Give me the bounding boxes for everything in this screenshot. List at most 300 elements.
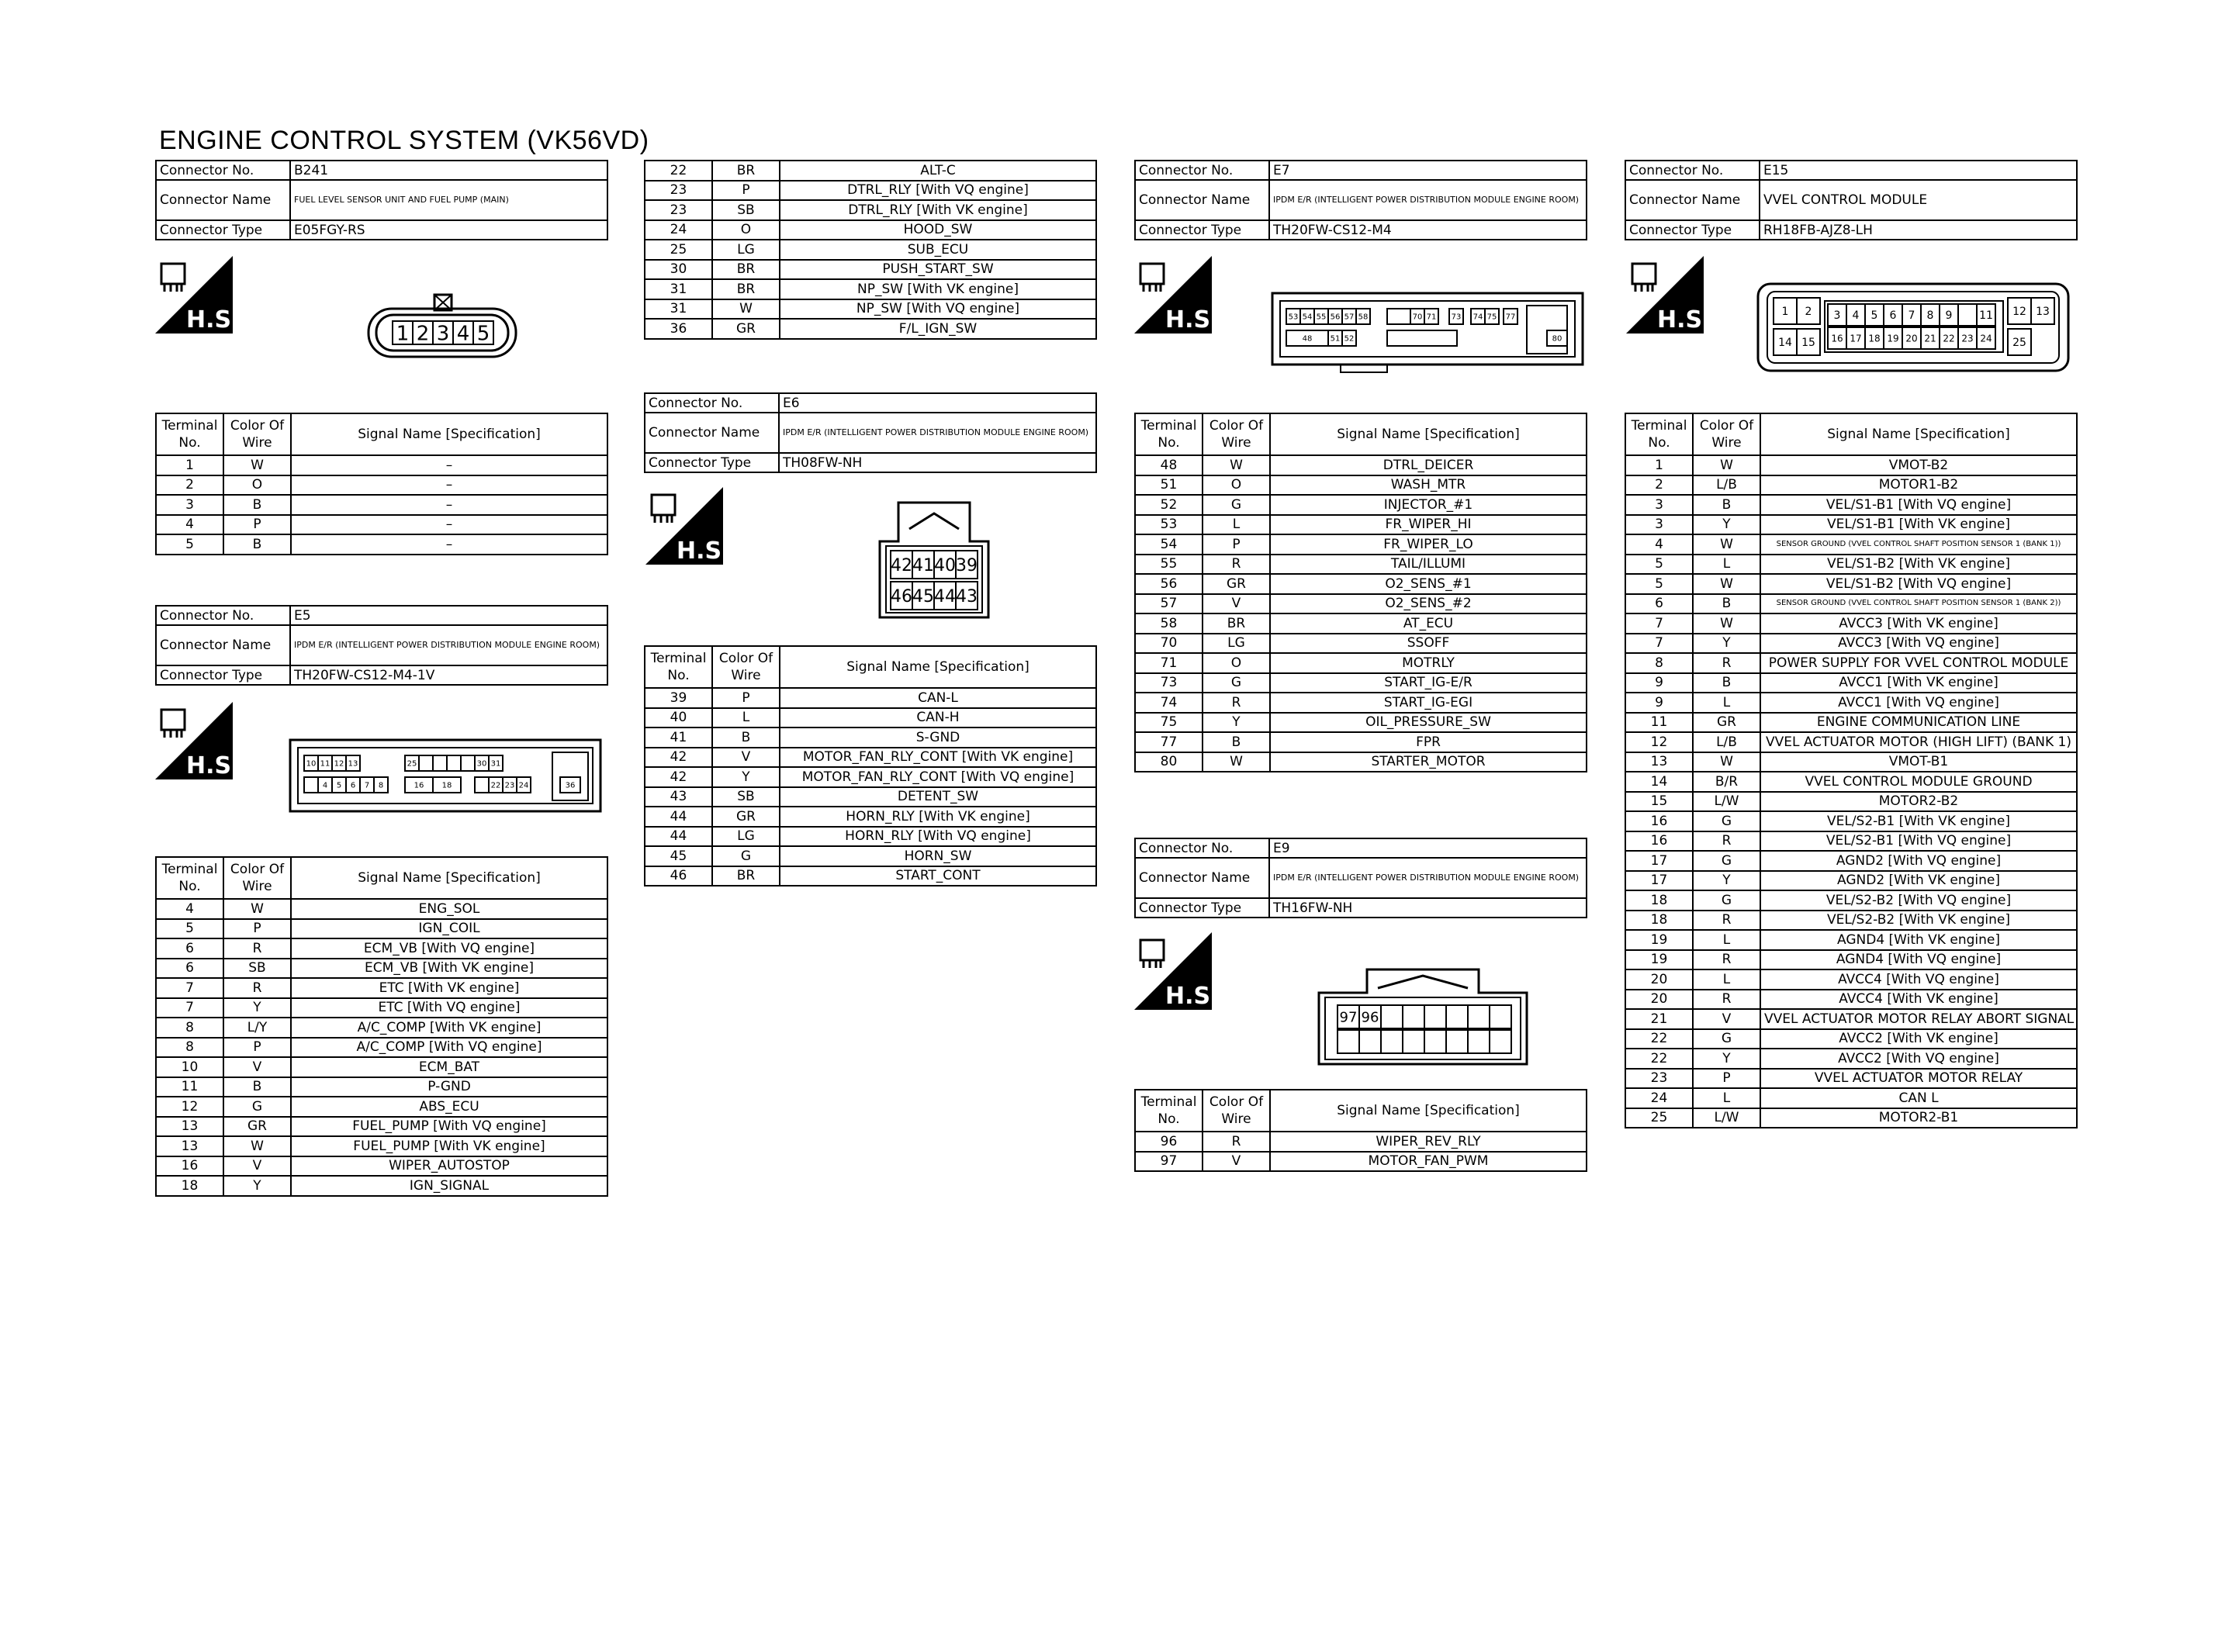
connector-pin bbox=[433, 755, 447, 771]
table-row bbox=[1625, 673, 2077, 693]
wire-color-cell: W bbox=[1693, 613, 1760, 634]
connector-pin-label: 5 bbox=[336, 781, 342, 790]
signal-name-cell: NP_SW [With VQ engine] bbox=[780, 299, 1096, 320]
label-connector-no: Connector No. bbox=[1135, 838, 1269, 858]
connector-pin-label: 11 bbox=[320, 759, 330, 769]
wire-color-cell: P bbox=[223, 515, 291, 535]
signal-name-cell: START_IG-E/R bbox=[1270, 673, 1587, 693]
table-row bbox=[645, 260, 1096, 280]
connector-pin bbox=[1446, 1030, 1468, 1053]
connector-pin bbox=[1381, 1005, 1403, 1028]
wire-color-cell: LG bbox=[1203, 634, 1270, 654]
terminal-no-cell: 21 bbox=[1625, 1009, 1693, 1029]
wire-color-cell: SB bbox=[223, 959, 291, 979]
table-row bbox=[1625, 1069, 2077, 1089]
connector-diagram-e7 bbox=[1271, 290, 1585, 375]
wire-color-cell: B bbox=[1693, 495, 1760, 515]
connector-pin bbox=[1387, 330, 1457, 346]
terminal-no-cell: 17 bbox=[1625, 871, 1693, 891]
signal-name-cell: VEL/S2-B1 [With VQ engine] bbox=[1760, 831, 2077, 852]
connector-pin-label: 77 bbox=[1505, 313, 1516, 322]
connector-pin-label: 53 bbox=[1288, 313, 1299, 322]
table-row bbox=[1625, 911, 2077, 931]
wire-color-cell: GR bbox=[1693, 713, 1760, 733]
connector-info-b241 bbox=[155, 160, 608, 240]
wire-color-cell: V bbox=[1693, 1009, 1760, 1029]
table-row bbox=[1625, 534, 2077, 555]
terminal-no-cell: 13 bbox=[156, 1136, 223, 1156]
terminal-no-cell: 11 bbox=[156, 1077, 223, 1097]
wire-color-cell: Y bbox=[712, 767, 780, 787]
signal-name-cell: WIPER_REV_RLY bbox=[1270, 1132, 1587, 1152]
terminal-no-cell: 3 bbox=[156, 495, 223, 515]
label-connector-name: Connector Name bbox=[645, 413, 779, 453]
signal-name-cell: VEL/S1-B2 [With VQ engine] bbox=[1760, 574, 2077, 594]
wire-color-cell: LG bbox=[712, 240, 780, 260]
wire-color-cell: R bbox=[1693, 653, 1760, 673]
wire-color-cell: B bbox=[223, 1077, 291, 1097]
connector-pin-label: 18 bbox=[1868, 333, 1881, 344]
wire-color-cell: R bbox=[1693, 911, 1760, 931]
terminal-no-cell: 5 bbox=[156, 919, 223, 939]
table-row bbox=[645, 866, 1096, 886]
connector-pin-label: 52 bbox=[1344, 334, 1355, 344]
signal-name-cell: CAN L bbox=[1760, 1088, 2077, 1108]
terminal-no-cell: 56 bbox=[1135, 574, 1203, 594]
table-row bbox=[645, 319, 1096, 339]
terminal-no-cell: 6 bbox=[156, 938, 223, 959]
signal-name-cell: VVEL CONTROL MODULE GROUND bbox=[1760, 772, 2077, 792]
wire-color-cell: V bbox=[223, 1156, 291, 1177]
signal-name-cell: FUEL_PUMP [With VK engine] bbox=[291, 1136, 607, 1156]
signal-name-cell: ALT-C bbox=[780, 161, 1096, 181]
terminal-no-cell: 8 bbox=[156, 1038, 223, 1058]
table-row bbox=[156, 534, 607, 555]
table-row bbox=[1135, 574, 1587, 594]
signal-name-cell: VEL/S2-B1 [With VK engine] bbox=[1760, 811, 2077, 831]
wire-color-cell: BR bbox=[1203, 613, 1270, 634]
connector-info-e6 bbox=[644, 392, 1097, 473]
wire-color-cell: O bbox=[223, 475, 291, 496]
wire-color-cell: B/R bbox=[1693, 772, 1760, 792]
signal-name-cell: AVCC4 [With VQ engine] bbox=[1760, 969, 2077, 990]
wire-color-cell: Y bbox=[1693, 871, 1760, 891]
connector-pin-label: 13 bbox=[2036, 306, 2050, 319]
wire-color-cell: P bbox=[1693, 1069, 1760, 1089]
terminal-no-cell: 18 bbox=[156, 1176, 223, 1196]
terminal-no-cell: 16 bbox=[1625, 831, 1693, 852]
connector-pin bbox=[1490, 1030, 1511, 1053]
connector-pin bbox=[1958, 304, 1977, 326]
connector-pin-label: 2 bbox=[1805, 306, 1812, 319]
connector-pin-label: 17 bbox=[1850, 333, 1862, 344]
connector-pin-label: 7 bbox=[364, 781, 370, 790]
terminal-no-cell: 12 bbox=[1625, 732, 1693, 752]
table-row bbox=[156, 455, 607, 475]
table-row bbox=[1625, 990, 2077, 1010]
label-connector-type: Connector Type bbox=[1625, 220, 1760, 240]
terminal-no-cell: 9 bbox=[1625, 673, 1693, 693]
signal-name-cell: MOTOR_FAN_RLY_CONT [With VQ engine] bbox=[780, 767, 1096, 787]
connector-pin bbox=[1468, 1030, 1490, 1053]
table-row bbox=[645, 708, 1096, 728]
signal-name-cell: FUEL_PUMP [With VQ engine] bbox=[291, 1117, 607, 1137]
table-row bbox=[1625, 969, 2077, 990]
terminal-no-cell: 13 bbox=[1625, 752, 1693, 772]
terminal-no-cell: 30 bbox=[645, 260, 712, 280]
terminal-no-cell: 17 bbox=[1625, 851, 1693, 871]
terminal-no-cell: 6 bbox=[156, 959, 223, 979]
terminal-no-cell: 5 bbox=[1625, 555, 1693, 575]
pin-table-e5 bbox=[155, 856, 608, 1197]
table-row bbox=[1625, 634, 2077, 654]
signal-name-cell: VVEL ACTUATOR MOTOR RELAY bbox=[1760, 1069, 2077, 1089]
terminal-no-cell: 55 bbox=[1135, 555, 1203, 575]
signal-name-cell: O2_SENS_#2 bbox=[1270, 594, 1587, 614]
harness-side-icon bbox=[1134, 256, 1220, 334]
wire-color-cell: W bbox=[1693, 752, 1760, 772]
signal-name-cell: – bbox=[291, 455, 607, 475]
wire-color-cell: R bbox=[1693, 950, 1760, 970]
signal-name-cell: AGND2 [With VQ engine] bbox=[1760, 851, 2077, 871]
label-connector-type: Connector Type bbox=[156, 220, 290, 240]
connector-diagram-e9 bbox=[1314, 965, 1531, 1067]
wire-color-cell: R bbox=[1203, 555, 1270, 575]
wire-color-cell: L/B bbox=[1693, 475, 1760, 496]
connector-name-value: IPDM E/R (INTELLIGENT POWER DISTRIBUTION MODULE ENGINE ROOM) bbox=[1269, 858, 1587, 898]
signal-name-cell: WIPER_AUTOSTOP bbox=[291, 1156, 607, 1177]
table-row bbox=[1135, 1132, 1587, 1152]
pin-table-e9 bbox=[1134, 1089, 1587, 1172]
connector-info-e5 bbox=[155, 605, 608, 686]
wire-color-cell: Y bbox=[1693, 634, 1760, 654]
hs-label: H.S. bbox=[677, 537, 731, 565]
wire-color-cell: GR bbox=[1203, 574, 1270, 594]
terminal-no-cell: 4 bbox=[156, 515, 223, 535]
header-color-of-wire: Color Of Wire bbox=[1203, 1090, 1270, 1132]
header-signal-name: Signal Name [Specification] bbox=[291, 857, 607, 899]
label-connector-type: Connector Type bbox=[1135, 220, 1269, 240]
label-connector-type: Connector Type bbox=[156, 665, 290, 685]
table-row bbox=[645, 846, 1096, 866]
connector-pin-label: 25 bbox=[407, 759, 417, 769]
wire-color-cell: P bbox=[712, 181, 780, 201]
signal-name-cell: HORN_SW bbox=[780, 846, 1096, 866]
signal-name-cell: ENGINE COMMUNICATION LINE bbox=[1760, 713, 2077, 733]
connector-pin-label: 13 bbox=[348, 759, 358, 769]
wire-color-cell: L bbox=[1693, 693, 1760, 713]
terminal-no-cell: 6 bbox=[1625, 594, 1693, 614]
harness-side-icon bbox=[155, 256, 241, 334]
table-row bbox=[1135, 653, 1587, 673]
wire-color-cell: BR bbox=[712, 161, 780, 181]
wire-color-cell: G bbox=[1203, 495, 1270, 515]
signal-name-cell: VVEL ACTUATOR MOTOR (HIGH LIFT) (BANK 1) bbox=[1760, 732, 2077, 752]
connector-type-value: TH08FW-NH bbox=[779, 453, 1096, 472]
connector-pin-label: 14 bbox=[1778, 337, 1792, 350]
connector-pin bbox=[1446, 1005, 1468, 1028]
table-row bbox=[645, 827, 1096, 847]
connector-pin-label: 4 bbox=[1852, 309, 1860, 323]
signal-name-cell: CAN-L bbox=[780, 688, 1096, 708]
signal-name-cell: – bbox=[291, 515, 607, 535]
header-signal-name: Signal Name [Specification] bbox=[1760, 413, 2077, 455]
connector-pin bbox=[1424, 1030, 1446, 1053]
signal-name-cell: MOTRLY bbox=[1270, 653, 1587, 673]
table-row bbox=[1625, 930, 2077, 950]
connector-pin-label: 7 bbox=[1908, 309, 1915, 323]
table-row bbox=[1135, 594, 1587, 614]
wire-color-cell: L/W bbox=[1693, 1108, 1760, 1128]
terminal-no-cell: 23 bbox=[645, 181, 712, 201]
connector-type-value: TH20FW-CS12-M4 bbox=[1269, 220, 1587, 240]
wire-color-cell: V bbox=[1203, 1152, 1270, 1172]
terminal-no-cell: 5 bbox=[1625, 574, 1693, 594]
table-row bbox=[156, 1117, 607, 1137]
table-row bbox=[1625, 871, 2077, 891]
pin-table-e6 bbox=[644, 645, 1097, 886]
table-row bbox=[1625, 515, 2077, 535]
terminal-no-cell: 3 bbox=[1625, 515, 1693, 535]
connector-pin-label: 97 bbox=[1339, 1009, 1358, 1026]
table-row bbox=[1135, 1152, 1587, 1172]
header-color-of-wire: Color Of Wire bbox=[223, 413, 291, 455]
connector-pin-label: 39 bbox=[956, 555, 978, 575]
wire-color-cell: W bbox=[223, 455, 291, 475]
table-row bbox=[156, 515, 607, 535]
signal-name-cell: SUB_ECU bbox=[780, 240, 1096, 260]
terminal-no-cell: 80 bbox=[1135, 752, 1203, 772]
signal-name-cell: – bbox=[291, 495, 607, 515]
wire-color-cell: O bbox=[1203, 475, 1270, 496]
signal-name-cell: INJECTOR_#1 bbox=[1270, 495, 1587, 515]
table-row bbox=[1135, 534, 1587, 555]
wire-color-cell: Y bbox=[223, 1176, 291, 1196]
terminal-no-cell: 25 bbox=[1625, 1108, 1693, 1128]
table-row bbox=[1625, 713, 2077, 733]
wire-color-cell: L bbox=[1693, 555, 1760, 575]
connector-pin bbox=[1403, 1030, 1424, 1053]
header-color-of-wire: Color Of Wire bbox=[223, 857, 291, 899]
signal-name-cell: ECM_VB [With VK engine] bbox=[291, 959, 607, 979]
table-row bbox=[156, 1176, 607, 1196]
connector-pin-label: 44 bbox=[934, 586, 956, 607]
connector-name-value: VVEL CONTROL MODULE bbox=[1760, 180, 2077, 220]
wire-color-cell: W bbox=[1693, 534, 1760, 555]
terminal-no-cell: 45 bbox=[645, 846, 712, 866]
wire-color-cell: W bbox=[712, 299, 780, 320]
header-signal-name: Signal Name [Specification] bbox=[780, 646, 1096, 688]
connector-pin-label: 3 bbox=[1833, 309, 1841, 323]
signal-name-cell: AVCC1 [With VQ engine] bbox=[1760, 693, 2077, 713]
connector-pin-label: 1 bbox=[396, 322, 410, 346]
terminal-no-cell: 19 bbox=[1625, 950, 1693, 970]
wire-color-cell: G bbox=[1693, 851, 1760, 871]
signal-name-cell: FR_WIPER_HI bbox=[1270, 515, 1587, 535]
table-row bbox=[1625, 1009, 2077, 1029]
hs-label: H.S. bbox=[1657, 306, 1711, 334]
connector-pin-label: 55 bbox=[1316, 313, 1327, 322]
table-row bbox=[645, 688, 1096, 708]
table-row bbox=[156, 1156, 607, 1177]
table-row bbox=[645, 279, 1096, 299]
table-row bbox=[1135, 673, 1587, 693]
wire-color-cell: SB bbox=[712, 200, 780, 220]
terminal-no-cell: 5 bbox=[156, 534, 223, 555]
signal-name-cell: VMOT-B2 bbox=[1760, 455, 2077, 475]
connector-pin-label: 23 bbox=[1961, 333, 1974, 344]
connector-pin-label: 24 bbox=[518, 781, 529, 790]
terminal-no-cell: 96 bbox=[1135, 1132, 1203, 1152]
terminal-no-cell: 4 bbox=[156, 899, 223, 919]
signal-name-cell: VEL/S1-B1 [With VK engine] bbox=[1760, 515, 2077, 535]
connector-name-value: IPDM E/R (INTELLIGENT POWER DISTRIBUTION MODULE ENGINE ROOM) bbox=[1269, 180, 1587, 220]
terminal-no-cell: 19 bbox=[1625, 930, 1693, 950]
connector-name-value: IPDM E/R (INTELLIGENT POWER DISTRIBUTION MODULE ENGINE ROOM) bbox=[290, 625, 607, 665]
connector-pin-label: 80 bbox=[1552, 334, 1562, 344]
signal-name-cell: VMOT-B1 bbox=[1760, 752, 2077, 772]
wire-color-cell: W bbox=[1693, 455, 1760, 475]
table-row bbox=[1135, 634, 1587, 654]
label-connector-name: Connector Name bbox=[1135, 180, 1269, 220]
table-row bbox=[1135, 475, 1587, 496]
table-row bbox=[156, 978, 607, 998]
signal-name-cell: ABS_ECU bbox=[291, 1097, 607, 1117]
connector-pin-label: 1 bbox=[1781, 306, 1789, 319]
wire-color-cell: Y bbox=[1693, 515, 1760, 535]
table-row bbox=[1135, 732, 1587, 752]
hs-label: H.S. bbox=[186, 306, 241, 334]
header-terminal-no: Terminal No. bbox=[156, 857, 223, 899]
connector-pin bbox=[447, 755, 461, 771]
terminal-no-cell: 31 bbox=[645, 299, 712, 320]
connector-pin-label: 12 bbox=[2012, 306, 2026, 319]
table-row bbox=[645, 807, 1096, 827]
terminal-no-cell: 9 bbox=[1625, 693, 1693, 713]
terminal-no-cell: 23 bbox=[645, 200, 712, 220]
connector-pin-label: 23 bbox=[504, 781, 515, 790]
terminal-no-cell: 24 bbox=[645, 220, 712, 240]
label-connector-type: Connector Type bbox=[1135, 898, 1269, 918]
signal-name-cell: FPR bbox=[1270, 732, 1587, 752]
terminal-no-cell: 8 bbox=[1625, 653, 1693, 673]
signal-name-cell: ETC [With VK engine] bbox=[291, 978, 607, 998]
connector-pin-label: 4 bbox=[322, 781, 328, 790]
terminal-no-cell: 51 bbox=[1135, 475, 1203, 496]
terminal-no-cell: 2 bbox=[156, 475, 223, 496]
wire-color-cell: R bbox=[223, 938, 291, 959]
wire-color-cell: GR bbox=[712, 807, 780, 827]
header-color-of-wire: Color Of Wire bbox=[712, 646, 780, 688]
hs-label: H.S. bbox=[1165, 306, 1220, 334]
terminal-no-cell: 74 bbox=[1135, 693, 1203, 713]
terminal-no-cell: 23 bbox=[1625, 1069, 1693, 1089]
connector-pin-label: 9 bbox=[1945, 309, 1953, 323]
connector-pin-label: 40 bbox=[934, 555, 956, 575]
connector-type-value: RH18FB-AJZ8-LH bbox=[1760, 220, 2077, 240]
terminal-no-cell: 48 bbox=[1135, 455, 1203, 475]
terminal-no-cell: 46 bbox=[645, 866, 712, 886]
connector-pin-label: 42 bbox=[891, 555, 912, 575]
wire-color-cell: P bbox=[712, 688, 780, 708]
connector-pin-label: 25 bbox=[2012, 337, 2026, 350]
wire-color-cell: GR bbox=[712, 319, 780, 339]
header-terminal-no: Terminal No. bbox=[1625, 413, 1693, 455]
connector-no-value: E15 bbox=[1760, 161, 2077, 180]
table-row bbox=[156, 1018, 607, 1038]
connector-type-value: E05FGY-RS bbox=[290, 220, 607, 240]
terminal-no-cell: 77 bbox=[1135, 732, 1203, 752]
connector-pin-label: 19 bbox=[1887, 333, 1899, 344]
wire-color-cell: B bbox=[1693, 594, 1760, 614]
terminal-no-cell: 20 bbox=[1625, 969, 1693, 990]
wire-color-cell: V bbox=[1203, 594, 1270, 614]
connector-pin-label: 24 bbox=[1980, 333, 1992, 344]
wire-color-cell: G bbox=[1203, 673, 1270, 693]
connector-pin bbox=[461, 755, 475, 771]
table-row bbox=[645, 161, 1096, 181]
wire-color-cell: W bbox=[223, 1136, 291, 1156]
label-connector-no: Connector No. bbox=[1135, 161, 1269, 180]
signal-name-cell: DTRL_DEICER bbox=[1270, 455, 1587, 475]
wire-color-cell: L bbox=[1693, 969, 1760, 990]
signal-name-cell: MOTOR2-B1 bbox=[1760, 1108, 2077, 1128]
connector-no-value: B241 bbox=[290, 161, 607, 180]
terminal-no-cell: 2 bbox=[1625, 475, 1693, 496]
signal-name-cell: HOOD_SW bbox=[780, 220, 1096, 240]
connector-pin-label: 73 bbox=[1451, 313, 1462, 322]
table-row bbox=[156, 899, 607, 919]
table-row bbox=[1625, 594, 2077, 614]
connector-pin-label: 15 bbox=[1801, 337, 1815, 350]
signal-name-cell: DTRL_RLY [With VK engine] bbox=[780, 200, 1096, 220]
table-row bbox=[645, 299, 1096, 320]
terminal-no-cell: 97 bbox=[1135, 1152, 1203, 1172]
connector-diagram-e15 bbox=[1755, 281, 2071, 374]
wire-color-cell: GR bbox=[223, 1117, 291, 1137]
table-row bbox=[156, 1038, 607, 1058]
wire-color-cell: O bbox=[712, 220, 780, 240]
signal-name-cell: A/C_COMP [With VK engine] bbox=[291, 1018, 607, 1038]
connector-pin-label: 41 bbox=[912, 555, 934, 575]
connector-diagram-b241 bbox=[365, 293, 520, 363]
connector-pin-label: 5 bbox=[1870, 309, 1878, 323]
connector-pin-label: 51 bbox=[1330, 334, 1341, 344]
hs-label: H.S. bbox=[1165, 983, 1220, 1010]
signal-name-cell: MOTOR1-B2 bbox=[1760, 475, 2077, 496]
wire-color-cell: BR bbox=[712, 866, 780, 886]
terminal-no-cell: 43 bbox=[645, 787, 712, 807]
terminal-no-cell: 16 bbox=[1625, 811, 1693, 831]
table-row bbox=[1135, 713, 1587, 733]
connector-pin bbox=[1490, 1005, 1511, 1028]
table-row bbox=[1625, 613, 2077, 634]
wire-color-cell: L bbox=[712, 708, 780, 728]
signal-name-cell: MOTOR_FAN_RLY_CONT [With VK engine] bbox=[780, 748, 1096, 768]
terminal-no-cell: 3 bbox=[1625, 495, 1693, 515]
connector-pin-label: 21 bbox=[1924, 333, 1936, 344]
signal-name-cell: NP_SW [With VK engine] bbox=[780, 279, 1096, 299]
table-row bbox=[1625, 555, 2077, 575]
wire-color-cell: G bbox=[712, 846, 780, 866]
wire-color-cell: V bbox=[712, 748, 780, 768]
connector-name-value: IPDM E/R (INTELLIGENT POWER DISTRIBUTION MODULE ENGINE ROOM) bbox=[779, 413, 1096, 453]
wire-color-cell: W bbox=[1203, 455, 1270, 475]
connector-pin-label: 74 bbox=[1472, 313, 1483, 322]
wire-color-cell: G bbox=[223, 1097, 291, 1117]
terminal-no-cell: 36 bbox=[645, 319, 712, 339]
signal-name-cell: AGND2 [With VK engine] bbox=[1760, 871, 2077, 891]
